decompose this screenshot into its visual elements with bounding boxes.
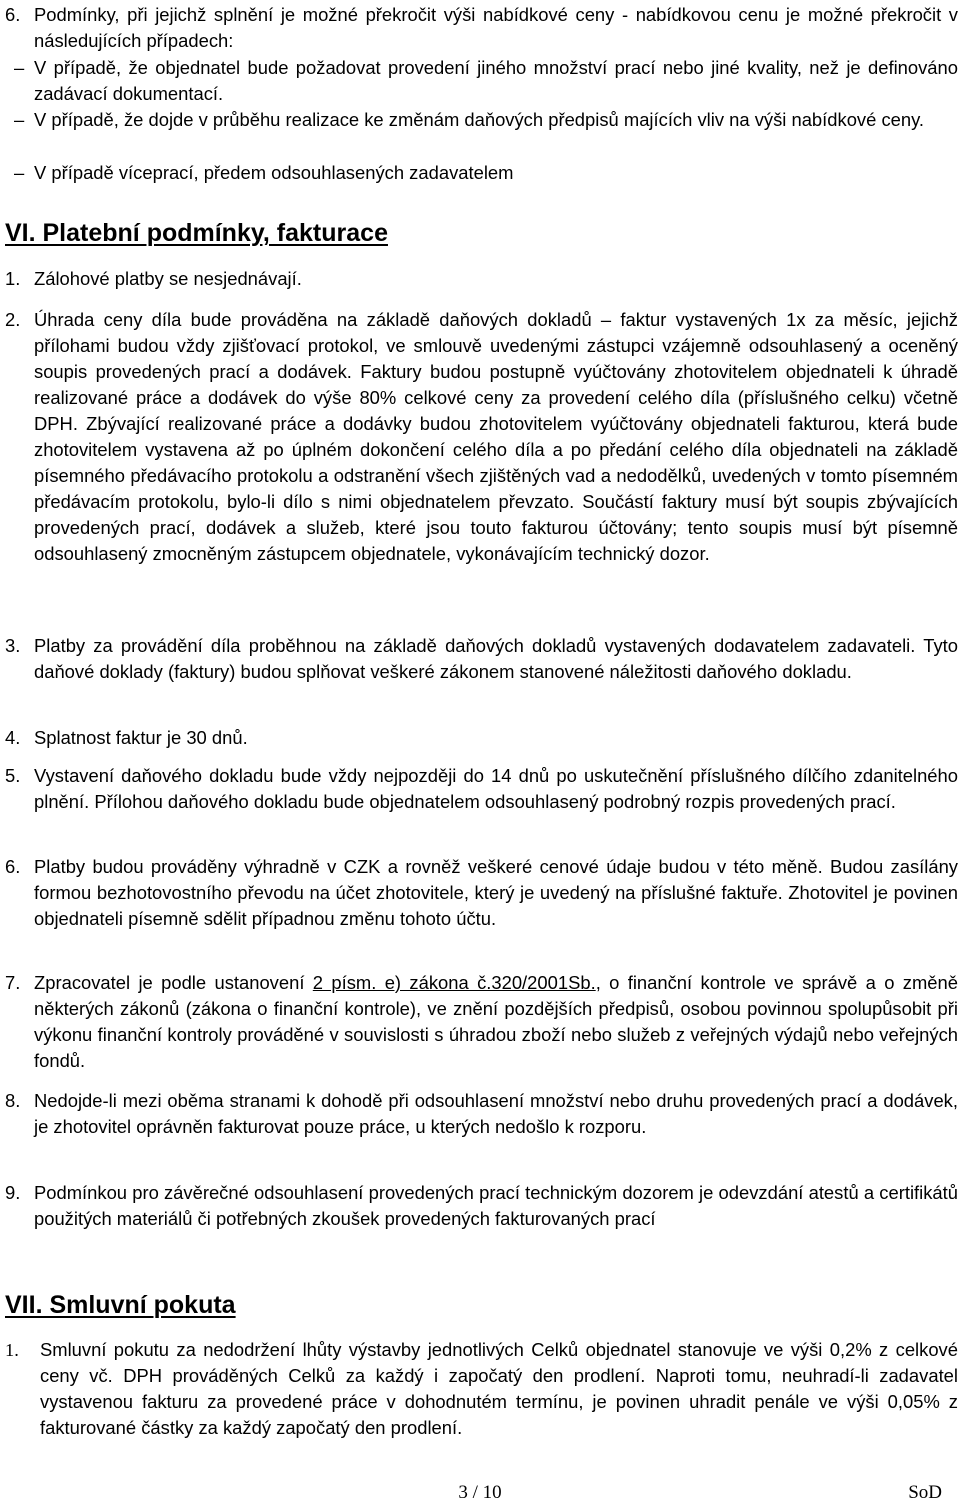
section6-item-1 <box>0 266 960 292</box>
law-reference-link[interactable]: 2 písm. e) zákona č.320/2001Sb. <box>312 972 596 993</box>
section6-item-9 <box>0 1180 960 1232</box>
bullet-text: V případě, že dojde v průběhu realizace ke změnám daňových předpisů majících vliv na výši nabídkové ceny. <box>34 109 925 130</box>
section6-item-8 <box>0 1088 960 1140</box>
bullet-text: V případě, že objednatel bude požadovat provedení jiného množství prací nebo jiné kvality, než je definováno zadávací dokumentací. <box>34 57 958 104</box>
section7-items <box>0 1337 960 1441</box>
item-text: Vystavení daňového dokladu bude vždy nejpozději do 14 dnů po uskutečnění příslušného dílčího zdanitelného plnění. Přílohou daňového dokladu bude objednatelem odsouhlasený podrobný rozpis provedených prací. <box>34 765 958 812</box>
item-text: Platby za provádění díla proběhnou na základě daňových dokladů vystavených dodavatelem zadavateli. Tyto daňové doklady (faktury) budou splňovat veškeré zákonem stanovené náležitosti daňového dokladu. <box>34 635 958 682</box>
bullet-item <box>0 107 960 133</box>
item-number: 7. <box>5 972 21 993</box>
dash-marker: – <box>14 162 25 183</box>
item-text: Smluvní pokutu za nedodržení lhůty výstavby jednotlivých Celků objednatel stanovuje ve výši 0,2% z celkové ceny vč. DPH prováděných Celků za každý i započatý den prodlení. Naproti tomu, neuhradí-li zadavatel vystavenou fakturu za provedené práce v dohodnutém termínu, je povinen uhradit penále ve výši 0,05% z fakturované částky za každý započatý den prodlení. <box>40 1339 958 1438</box>
section-heading-vii <box>0 1290 236 1320</box>
section6-item-3 <box>0 633 960 685</box>
document-code: SoD <box>908 1482 942 1503</box>
item-text-after: , o finanční kontrole ve správě a o změně některých zákonů (zákona o finanční kontrole), ve znění pozdějších předpisů, osobou povinnou spolupůsobit při výkonu finanční kontroly prováděné v souvislosti s úhradou zboží nebo služeb z veřejných výdajů nebo veřejných fondů. <box>34 972 958 1071</box>
page-number: 3 / 10 <box>458 1482 502 1503</box>
item-number: 1. <box>5 1340 19 1360</box>
item-text: Zálohové platby se nesjednávají. <box>34 268 302 289</box>
item-number: 9. <box>5 1182 21 1203</box>
section-title: VII. Smluvní pokuta <box>5 1291 236 1319</box>
section6-item-4 <box>0 725 960 751</box>
item-number: 3. <box>5 635 21 656</box>
item-text: Podmínky, při jejichž splnění je možné překročit výši nabídkové ceny - nabídkovou cenu je možné překročit v následujících případech: <box>34 4 958 51</box>
item-number: 6. <box>5 4 21 25</box>
item-number: 4. <box>5 727 21 748</box>
section6-item-5 <box>0 763 960 815</box>
item-number: 2. <box>5 309 21 330</box>
item-text: Podmínkou pro závěrečné odsouhlasení provedených prací technickým dozorem je odevzdání atestů a certifikátů použitých materiálů či potřebných zkoušek provedených fakturovaných prací <box>34 1182 958 1229</box>
item-number: 1. <box>5 268 21 289</box>
item-text: Splatnost faktur je 30 dnů. <box>34 727 248 748</box>
item-number: 8. <box>5 1090 21 1111</box>
item-text: Úhrada ceny díla bude prováděna na základě daňových dokladů – faktur vystavených 1x za měsíc, jejichž přílohami budou vždy zjišťovací protokol, ve smlouvě uvedenými zástupci vzájemně odsouhlasený a oceněný soupis provedených prací a dodávek. Faktury budou postupně vyúčtovány zhotovitelem objednateli k úhradě realizované práce a dodávek do výše 80% celkové ceny za provedení celého díla (příslušného celku) včetně DPH. Zbývající realizované práce a dodávky budou zhotovitelem vyúčtovány objednateli fakturou, která bude zhotovitelem vystavena až po úplném dokončení celého díla a po předání celého díla objednateli na základě písemného předávacího protokolu a odstranění všech zjištěných vad a nedodělků, uvedených v tomto písemném předávacím protokolu, bylo-li dílo s nimi objednatelem převzato. Součástí faktury musí být soupis zbývajících provedených prací, dodávek a služeb, které jsou touto fakturou účtovány; tento soupis musí být písemně odsouhlasený zmocněným zástupcem objednatele, vykonávajícím technický dozor. <box>34 309 958 564</box>
item-6-conditions <box>0 2 960 54</box>
bullet-item <box>0 160 960 186</box>
section6-item-7 <box>0 970 960 1074</box>
section6-item-6 <box>0 854 960 932</box>
item-number: 5. <box>5 765 21 786</box>
item-text: Nedojde-li mezi oběma stranami k dohodě při odsouhlasení množství nebo druhu provedených prací a dodávek, je zhotovitel oprávněn fakturovat pouze práce, u kterých nedošlo k rozporu. <box>34 1090 958 1137</box>
item-text: Platby budou prováděny výhradně v CZK a rovněž veškeré cenové údaje budou v této měně. Budou zasílány formou bezhotovostního převodu na účet zhotovitele, který je uvedený na příslušné faktuře. Zhotovitel je povinen objednateli písemně sdělit případnou změnu tohoto účtu. <box>34 856 958 929</box>
section-title: VI. Platební podmínky, fakturace <box>5 219 388 247</box>
bullet-text: V případě víceprací, předem odsouhlasených zadavatelem <box>34 162 514 183</box>
section-heading-vi <box>0 218 388 248</box>
section7-item-1 <box>0 1337 960 1441</box>
bullet-item <box>0 55 960 107</box>
item-text-before: Zpracovatel je podle ustanovení <box>34 972 313 993</box>
dash-marker: – <box>14 109 25 130</box>
section6-item-2 <box>0 307 960 567</box>
item-number: 6. <box>5 856 21 877</box>
dash-marker: – <box>14 57 25 78</box>
